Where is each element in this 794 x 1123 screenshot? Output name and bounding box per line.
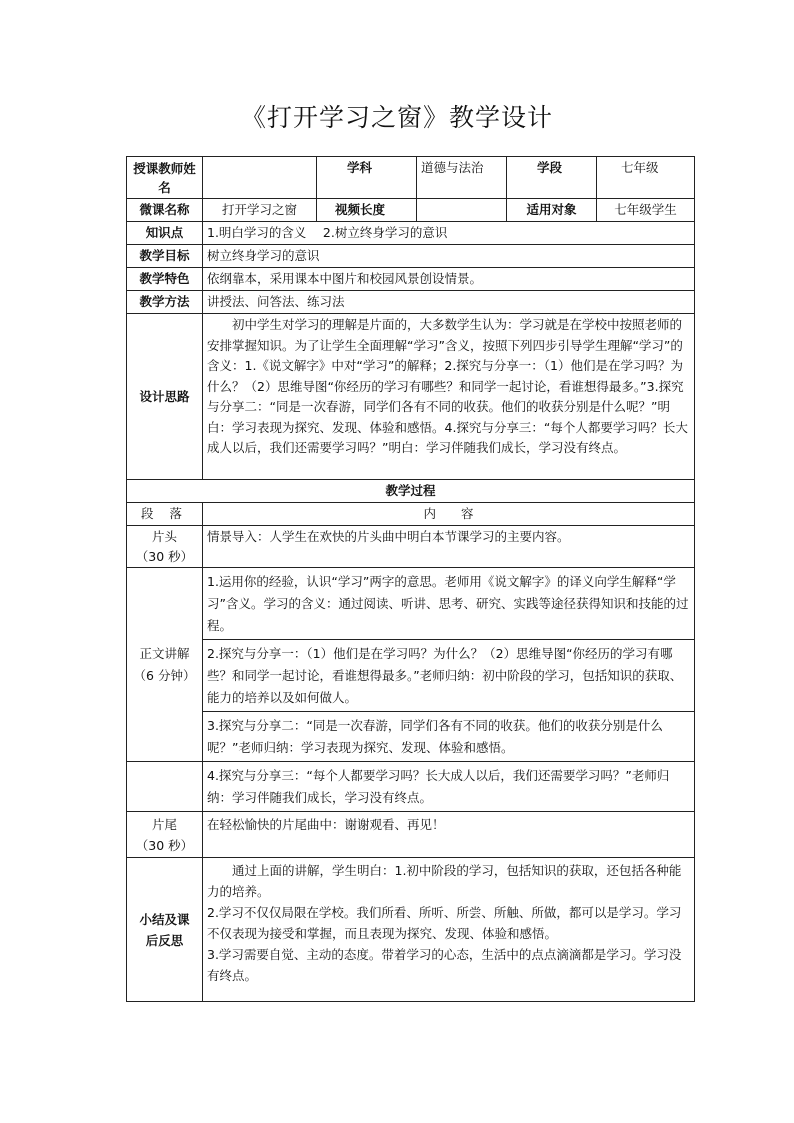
tail-segment-text: 在轻松愉快的片尾曲中：谢谢观看、再见！: [203, 812, 695, 858]
main-segment-time: （6 分钟）: [133, 667, 196, 683]
row-design: [127, 314, 695, 480]
summary-line-3: 3.学习需要自觉、主动的态度。带着学习的心态，生活中的点点滴滴都是学习。学习没有终点。: [207, 947, 682, 983]
page-title: 《打开学习之窗》教学设计: [240, 103, 553, 132]
row-main-item-3: [127, 712, 695, 762]
feature-value: 依纲靠本，采用课本中图片和校园风景创设情景。: [203, 268, 695, 291]
subject-value: 道德与法治: [417, 157, 507, 199]
summary-line-1: 通过上面的讲解，学生明白：1.初中阶段的学习，包括知识的获取，还包括各种能力的培养。: [207, 863, 682, 899]
goal-value: 树立终身学习的意识: [203, 245, 695, 268]
row-teacher: [127, 157, 695, 199]
row-main-item-1: [127, 568, 695, 640]
summary-line-2: 2.学习不仅仅局限在学校。我们所看、所听、所尝、所触、所做，都可以是学习。学习不仅表现为接受和掌握，而且表现为探究、发现、体验和感悟。: [207, 905, 682, 941]
main-item-1: 1.运用你的经验，认识“学习”两字的意思。老师用《说文解字》的译义向学生解释“学习”含义。学习的含义：通过阅读、听讲、思考、研究、实践等途径获得知识和技能的过程。: [203, 568, 695, 640]
knowledge-label: 知识点: [127, 222, 203, 245]
teacher-label: 授课教师姓名: [127, 157, 203, 199]
row-goal: [127, 245, 695, 268]
row-main-item-4: [127, 762, 695, 812]
feature-label: 教学特色: [127, 268, 203, 291]
row-tail-segment: [127, 812, 695, 858]
lesson-design-table: [126, 156, 695, 1002]
process-heading: 教学过程: [127, 480, 695, 503]
empty-segment-cell: [127, 762, 203, 812]
row-head-segment: [127, 526, 695, 568]
audience-label: 适用对象: [507, 199, 597, 222]
audience-value: 七年级学生: [597, 199, 695, 222]
row-method: [127, 291, 695, 314]
main-item-3: 3.探究与分享二：“同是一次春游，同学们各有不同的收获。他们的收获分别是什么呢？”老师归纳：学习表现为探究、发现、体验和感悟。: [203, 712, 695, 762]
tail-segment-time: （30 秒）: [135, 837, 194, 853]
knowledge-value: 1.明白学习的含义 2.树立终身学习的意识: [203, 222, 695, 245]
main-item-2: 2.探究与分享一：（1）他们是在学习吗？为什么？（2）思维导图“你经历的学习有哪些？和同学一起讨论，看谁想得最多。”老师归纳：初中阶段的学习，包括知识的获取、能力的培养以及如何做人。: [203, 640, 695, 712]
main-item-4: 4.探究与分享三：“每个人都要学习吗？长大成人以后，我们还需要学习吗？”老师归纳：学习伴随我们成长，学习没有终点。: [203, 762, 695, 812]
head-segment-time: （30 秒）: [135, 548, 194, 564]
length-value: [417, 199, 507, 222]
row-process-heading: [127, 480, 695, 503]
method-value: 讲授法、问答法、练习法: [203, 291, 695, 314]
design-label: 设计思路: [127, 314, 203, 480]
main-segment-label: 正文讲解: [139, 645, 190, 661]
row-course: [127, 199, 695, 222]
teacher-value: [203, 157, 317, 199]
row-main-item-2: [127, 640, 695, 712]
course-value: 打开学习之窗: [203, 199, 317, 222]
grade-label: 学段: [507, 157, 597, 199]
length-label: 视频长度: [317, 199, 417, 222]
row-process-columns: [127, 503, 695, 526]
row-feature: [127, 268, 695, 291]
content-column-header: 内 容: [203, 503, 695, 526]
tail-segment-label: 片尾: [151, 816, 177, 832]
segment-column-header: 段 落: [127, 503, 203, 526]
design-text: 初中学生对学习的理解是片面的，大多数学生认为：学习就是在学校中按照老师的安排掌握知识。为了让学生全面理解“学习”含义，按照下列四步引导学生理解“学习”的含义：1.《说文解字》中对“学习”的解释；2.探究与分享一：（1）他们是在学习吗？为什么？（2）思维导图“你经历的学习有哪些？和同学一起讨论，看谁想得最多。”3.探究与分享二：“同是一次春游，同学们各有不同的收获。他们的收获分别是什么呢？”明白：学习表现为探究、发现、体验和感悟。4.探究与分享三：“每个人都要学习吗？长大成人以后，我们还需要学习吗？”明白：学习伴随我们成长，学习没有终点。: [207, 317, 688, 455]
row-knowledge: [127, 222, 695, 245]
grade-value: 七年级: [597, 157, 695, 199]
method-label: 教学方法: [127, 291, 203, 314]
row-summary: [127, 858, 695, 1002]
summary-label: 小结及课后反思: [139, 911, 190, 948]
goal-label: 教学目标: [127, 245, 203, 268]
subject-label: 学科: [317, 157, 417, 199]
course-label: 微课名称: [127, 199, 203, 222]
head-segment-text: 情景导入：人学生在欢快的片头曲中明白本节课学习的主要内容。: [203, 526, 695, 568]
head-segment-label: 片头: [151, 528, 177, 544]
